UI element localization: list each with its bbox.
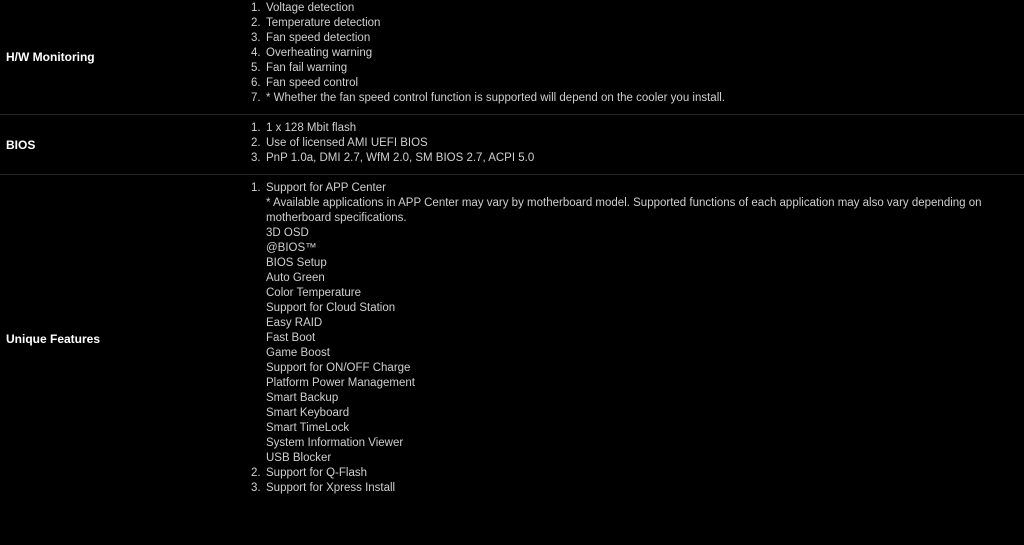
list-item [251,421,1014,436]
list-item [251,301,1014,316]
list-item-number: 1. [251,122,261,134]
list-item [251,151,1014,166]
list-item-text: 3D OSD [266,227,309,239]
list-item-text: Overheating warning [266,47,373,59]
list-item [251,61,1014,76]
list-item-text: Smart TimeLock [266,422,350,434]
list-item [251,46,1014,61]
list-item [251,76,1014,91]
list-item [251,91,1014,106]
list-item [251,16,1014,31]
spec-row-unique-features [0,175,1024,503]
list-item [251,481,1014,496]
list-item-number: 2. [251,467,261,479]
list-item [251,31,1014,46]
list-item [251,286,1014,301]
list-item-text: Support for ON/OFF Charge [266,362,411,374]
list-item-text: BIOS Setup [266,257,327,269]
spec-label-hw-monitoring: H/W Monitoring [6,50,95,64]
list-item-text: Color Temperature [266,287,362,299]
list-item-text: Smart Backup [266,392,339,404]
list-item-text: Use of licensed AMI UEFI BIOS [266,137,428,149]
list-item [251,406,1014,421]
list-item [251,121,1014,136]
list-item [251,241,1014,256]
list-item-text: * Available applications in APP Center may vary by motherboard model. Supported functions of each application may also vary depending on motherboard specifications. [266,197,982,224]
list-item-text: PnP 1.0a, DMI 2.7, WfM 2.0, SM BIOS 2.7, ACPI 5.0 [266,152,535,164]
spec-label-unique-features: Unique Features [6,331,101,346]
list-item-number: 3. [251,152,261,164]
list-item-text: Support for Q-Flash [266,467,367,479]
list-item-number: 3. [251,482,261,494]
list-item-text: Voltage detection [266,2,355,14]
list-item-text: Auto Green [266,272,325,284]
spec-value-bios [251,115,1024,175]
list-item-text: Support for APP Center [266,182,386,194]
list-item-text: Game Boost [266,347,330,359]
spec-row-bios [0,115,1024,175]
list-item [251,376,1014,391]
list-item [251,136,1014,151]
list-item [251,316,1014,331]
list-item [251,181,1014,196]
list-item [251,346,1014,361]
list-item-number: 2. [251,137,261,149]
list-item-text: System Information Viewer [266,437,404,449]
list-item-text: Fast Boot [266,332,316,344]
list-item [251,226,1014,241]
spec-row-hw-monitoring [0,0,1024,115]
list-item-number: 2. [251,17,261,29]
list-item [251,256,1014,271]
list-item-text: Easy RAID [266,317,323,329]
list-item-text: Temperature detection [266,17,381,29]
list-item [251,331,1014,346]
list-item-number: 5. [251,62,261,74]
list-item [251,361,1014,376]
list-item-text: Fan speed detection [266,32,371,44]
spec-label-bios: BIOS [6,137,36,152]
list-item-text: * Whether the fan speed control function is supported will depend on the cooler you install. [266,92,726,104]
list-item-text: Support for Xpress Install [266,482,396,494]
list-item-number: 1. [251,2,261,14]
list-item-number: 7. [251,92,261,104]
list-item-text: USB Blocker [266,452,332,464]
list-item-text: Support for Cloud Station [266,302,396,314]
list-item [251,436,1014,451]
list-item [251,466,1014,481]
list-item-number: 1. [251,182,261,194]
list-item-number: 6. [251,77,261,89]
spec-value-unique-features [251,175,1024,503]
list-item-text: Fan speed control [266,77,359,89]
list-item-number: 4. [251,47,261,59]
list-item [251,391,1014,406]
list-item-text: 1 x 128 Mbit flash [266,122,357,134]
list-item-text: @BIOS™ [266,242,317,254]
spec-value-hw-monitoring [251,0,1024,115]
list-item [251,451,1014,466]
list-item [251,196,1014,226]
list-item-number: 3. [251,32,261,44]
list-item-text: Fan fail warning [266,62,348,74]
list-item [251,271,1014,286]
list-item-text: Platform Power Management [266,377,415,389]
list-item [251,1,1014,16]
list-item-text: Smart Keyboard [266,407,350,419]
